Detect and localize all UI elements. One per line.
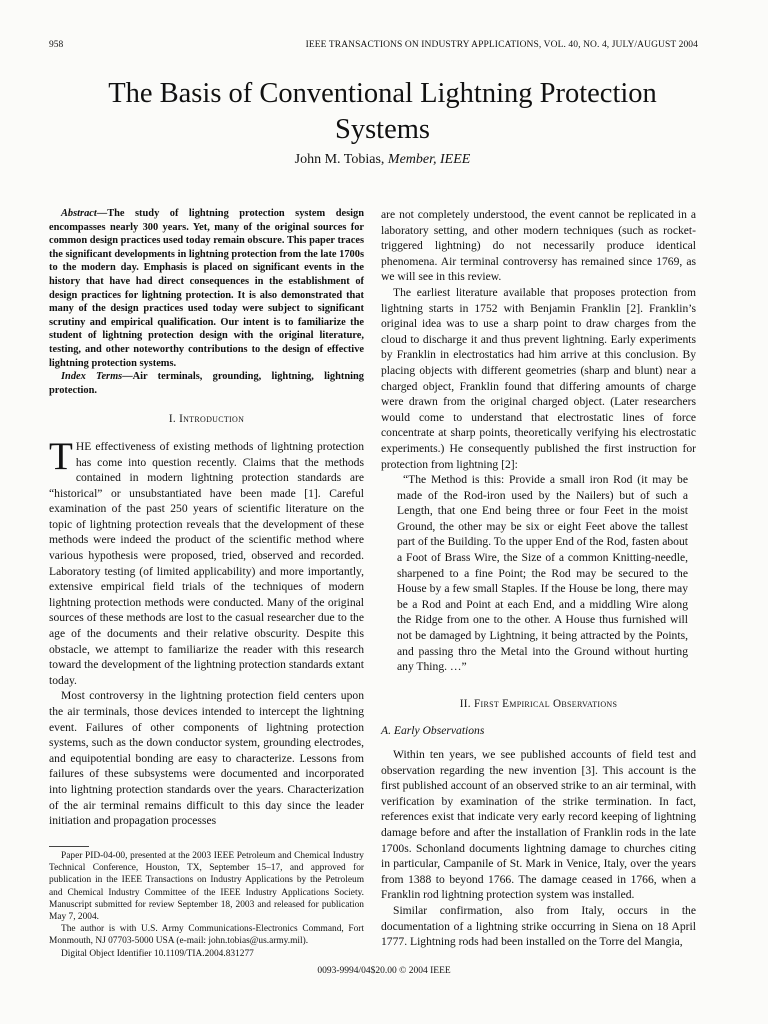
footnote-doi: Digital Object Identifier 10.1109/TIA.2004.831277 — [61, 948, 254, 959]
right-column — [381, 207, 696, 950]
section-number: I. — [168, 413, 176, 426]
index-terms-text: —Air terminals, grounding, lightning, lightning protection. — [49, 371, 364, 396]
abstract-label: Abstract — [61, 208, 97, 219]
subsection-heading-early-observations: A. Early Observations — [381, 724, 485, 738]
author-role: Member, IEEE — [387, 152, 471, 167]
franklin-quote-text: “The Method is this: Provide a small iron Rod (it may be made of the Rod-iron used by the Nailers) but of such a Length, that one End being three or four Feet in the moist Ground, the other may be six or eight Feet above the tallest part of the Building. To the upper End of the Rod, fasten about a Foot of Brass Wire, the Size of a common Knitting-needle, sharpened to a fine Point; the Rod may be secured to the House by a few small Staples. If the House be long, there may be a Rod and Point at each End, and a middling Wire along the Ridge from one to the other. A House thus furnished will not be damaged by Lightning, it being attracted by the Points, and passing thro the Metal into the Ground without hurting any Thing. …” — [397, 473, 688, 674]
section2-paragraph-2: Similar confirmation, also from Italy, occurs in the documentation of a lightning strike occurring in Siena on 18 April 1777. Lightning rods had been installed on the Torre del Mangia, — [381, 903, 696, 949]
abstract — [49, 207, 364, 370]
section-heading-introduction — [49, 412, 364, 428]
footnote-submission: Paper PID-04-00, presented at the 2003 IEEE Petroleum and Chemical Industry Technical Conference, Houston, TX, September 15–17, and approved for publication in the IEEE Transactions on Industry Applications by the Petroleum and Chemical Industry Committee of the IEEE Industry Applications Society. Manuscript submitted for review September 18, 2003 and released for publication May 7, 2004. — [49, 851, 364, 923]
intro-paragraph-1-text: HE effectiveness of existing methods of lightning protection has come into question recently. Claims that the methods contained in modern lightning protection standards are “historical” or unsubstantiated have been made [1]. Careful examination of the past 250 years of scientific literature on the topic of lightning protection reveals that the development of these methods were indeed the product of the scientific method where various hypothesis were proposed, tried, observed and recorded. Laboratory testing (of limited applicability) and more importantly, extensive empirical field trials of the techniques of modern lightning protection methods were conducted. Many of the original sources of these methods are lost to the casual researcher due to the age of the documents and their relative obscurity. Despite this obstacle, we attempt to familiarize the reader with this research toward the development of the lightning protection standards extant today. — [49, 439, 364, 687]
section-number: II. — [459, 697, 471, 710]
franklin-quote — [381, 472, 696, 675]
copyright-footer: 0093-9994/04$20.00 © 2004 IEEE — [317, 966, 451, 976]
section2-paragraph-1: Within ten years, we see published accounts of field test and observation regarding the new invention [3]. This account is the first published account of an observed strike to an air terminal, with verification by examination of the strike termination. In fact, references exist that indicate very early record keeping of lightning damage before and after the installation of Franklin rods in the late 1700s. Schonland documents lightning damage to churches citing in particular, Campanile of St. Mark in Venice, Italy, over the years from 1388 to beyond 1766. The damage ceased in 1766, when a Franklin rod lightning protection system was installed. — [381, 748, 696, 902]
intro-paragraph-2-continued: are not completely understood, the event cannot be replicated in a laboratory setting, and other modern techniques (such as rocket-triggered lightning) do not necessarily produce identical phenomena. Air terminal controversy has remained since 1769, as we will see in this review. — [381, 208, 696, 284]
left-column — [49, 207, 364, 829]
index-terms — [49, 370, 364, 397]
section-heading-first-empirical-observations — [381, 697, 696, 713]
intro-paragraph-3: The earliest literature available that proposes protection from lightning starts in 1752 with Benjamin Franklin [2]. Franklin’s original idea was to use a sharp point to draw charges from the cloud to discharge it and thus prevent lightning. Early experiments by Franklin in electrostatics had him arrive at this conclusion. By placing objects with different geometries (sharp and blunt) near a charged object, Franklin found that differing amounts of charge were drawn from the original charged object. (Later researchers would come to understand that electrostatic lines of force concentrate at sharp points, theoretically verifying his electrostatic experiments.) He consequently published the first instruction for protection from lightning [2]: — [381, 285, 696, 471]
paper-title: The Basis of Conventional Lightning Protection Systems — [108, 78, 657, 145]
footnote-rule — [49, 846, 89, 847]
author-line — [100, 152, 665, 168]
section-title: First Empirical Observations — [474, 697, 618, 710]
section-title: Introduction — [179, 413, 245, 426]
footnote-affiliation: The author is with U.S. Army Communications-Electronics Command, Fort Monmouth, NJ 07703-5000 USA (e-mail: john.tobias@us.army.mil). — [49, 924, 364, 947]
author-name: John M. Tobias, — [294, 152, 385, 167]
intro-paragraph-2: Most controversy in the lightning protection field centers upon the air terminals, those devices intended to intercept the lightning event. Failures of other components of lightning protection systems, such as the down conductor system, grounding electrodes, and equipotential bonding are easy to characterize. Lessons from failures of these subsystems were documented and incorporated into lightning protection standards over the years. Characterization of the air terminal remains difficult to this day since the leader initiation and propagation processes — [49, 689, 364, 828]
footnotes — [49, 850, 364, 960]
intro-paragraph-1 — [49, 434, 364, 689]
drop-cap: T — [49, 434, 73, 478]
abstract-text: —The study of lightning protection system design encompasses nearly 300 years. Yet, many of the original sources for common design practices used today remain obscure. This paper traces the significant developments in lightning protection from the late 1700s to the modern day. Emphasis is placed on significant events in the history that have had direct consequences in the establishment of design practices for lightning protection. It is also demonstrated that many of the design practices used today were subject to significant scrutiny and empirical qualification. Our intent is to familiarize the student of lightning protection design with the original literature, testing, and other noteworthy contributions to the design of effective lightning protection systems. — [49, 208, 364, 369]
journal-header: IEEE TRANSACTIONS ON INDUSTRY APPLICATIONS, VOL. 40, NO. 4, JULY/AUGUST 2004 — [305, 40, 698, 50]
index-terms-label: Index Terms — [61, 371, 123, 383]
page-number: 958 — [49, 40, 64, 50]
